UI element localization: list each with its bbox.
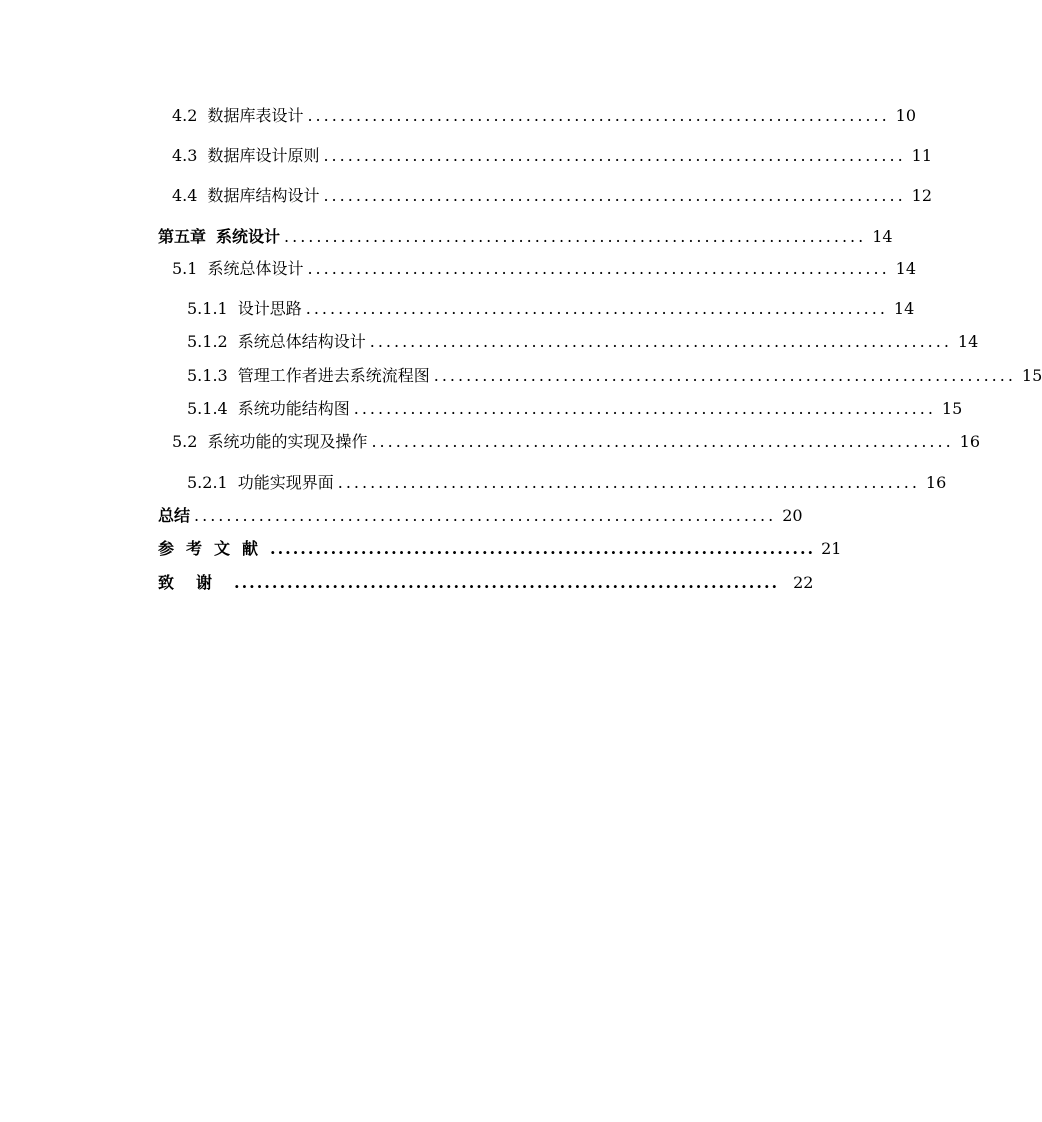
toc-leader-dots: ........................................................................ [337,473,920,492]
toc-title: 系统总体结构设计 [237,332,366,351]
toc-entry-5-2[interactable] [172,432,981,452]
toc-entry-4-2[interactable] [172,106,917,126]
toc-page-number: 14 [957,332,979,351]
toc-page-number: 15 [941,399,963,418]
toc-leader-dots: ........................................................................ [307,106,890,125]
toc-title: 总结 [158,506,191,525]
toc-page-number: 14 [895,259,917,278]
toc-number: 4.2 [172,106,198,125]
toc-number: 5.1.4 [187,399,228,418]
toc-page-number: 21 [821,539,842,558]
toc-leader-dots: ........................................................................ [194,506,777,525]
toc-leader-dots: ........................................................................ [305,299,888,318]
toc-entry-4-4[interactable] [172,186,933,206]
toc-number: 5.1.2 [187,332,228,351]
toc-leader-dots: ........................................................................ [234,573,780,592]
toc-leader-dots: ........................................................................ [307,259,890,278]
toc-page-number: 14 [893,299,915,318]
toc-number: 5.2.1 [187,473,228,492]
toc-leader-dots: ........................................................................ [371,432,954,451]
toc-entry-5-1-1[interactable] [187,299,915,319]
toc-number: 5.1 [172,259,198,278]
toc-leader-dots: ........................................................................ [323,146,906,165]
toc-number: 5.1.3 [187,366,228,385]
toc-entry-4-3[interactable] [172,146,933,166]
toc-page-number: 11 [911,146,933,165]
toc-leader-dots: ........................................................................ [270,539,816,558]
toc-leader-dots: ........................................................................ [284,227,867,246]
toc-entry-5-2-1[interactable] [187,473,947,493]
toc-number: 5.1.1 [187,299,228,318]
toc-title: 功能实现界面 [237,473,334,492]
toc-page-number: 16 [925,473,947,492]
toc-number: 4.4 [172,186,198,205]
toc-title: 系统总体设计 [207,259,304,278]
toc-entry-chapter-5[interactable] [158,227,893,247]
toc-entry-references[interactable] [158,539,842,559]
toc-page-number: 12 [911,186,933,205]
toc-title: 系统功能结构图 [237,399,350,418]
toc-title: 管理工作者进去系统流程图 [237,366,430,385]
toc-entry-conclusion[interactable] [158,506,803,526]
toc-entry-5-1-4[interactable] [187,399,963,419]
toc-number: 4.3 [172,146,198,165]
toc-entry-5-1[interactable] [172,259,917,279]
toc-title: 设计思路 [237,299,302,318]
toc-number: 5.2 [172,432,198,451]
toc-page-number: 22 [793,573,814,592]
toc-leader-dots: ........................................................................ [323,186,906,205]
toc-page-number: 15 [1021,366,1042,385]
toc-title: 数据库表设计 [207,106,304,125]
toc-leader-dots: ........................................................................ [433,366,1016,385]
toc-title: 数据库结构设计 [207,186,320,205]
toc-leader-dots: ........................................................................ [353,399,936,418]
toc-page-number: 16 [959,432,981,451]
toc-page-number: 10 [895,106,917,125]
toc-title: 致谢 [158,573,235,592]
toc-entry-5-1-2[interactable] [187,332,979,352]
toc-leader-dots: ........................................................................ [369,332,952,351]
toc-title: 参考文献 [158,539,271,558]
toc-entry-5-1-3[interactable] [187,366,1042,386]
toc-title: 数据库设计原则 [207,146,320,165]
toc-number: 第五章 [158,227,207,246]
toc-page-number: 14 [872,227,893,246]
toc-title: 系统功能的实现及操作 [207,432,368,451]
toc-entry-acknowledgements[interactable] [158,573,814,593]
toc-page-number: 20 [782,506,803,525]
toc-title: 系统设计 [216,227,281,246]
